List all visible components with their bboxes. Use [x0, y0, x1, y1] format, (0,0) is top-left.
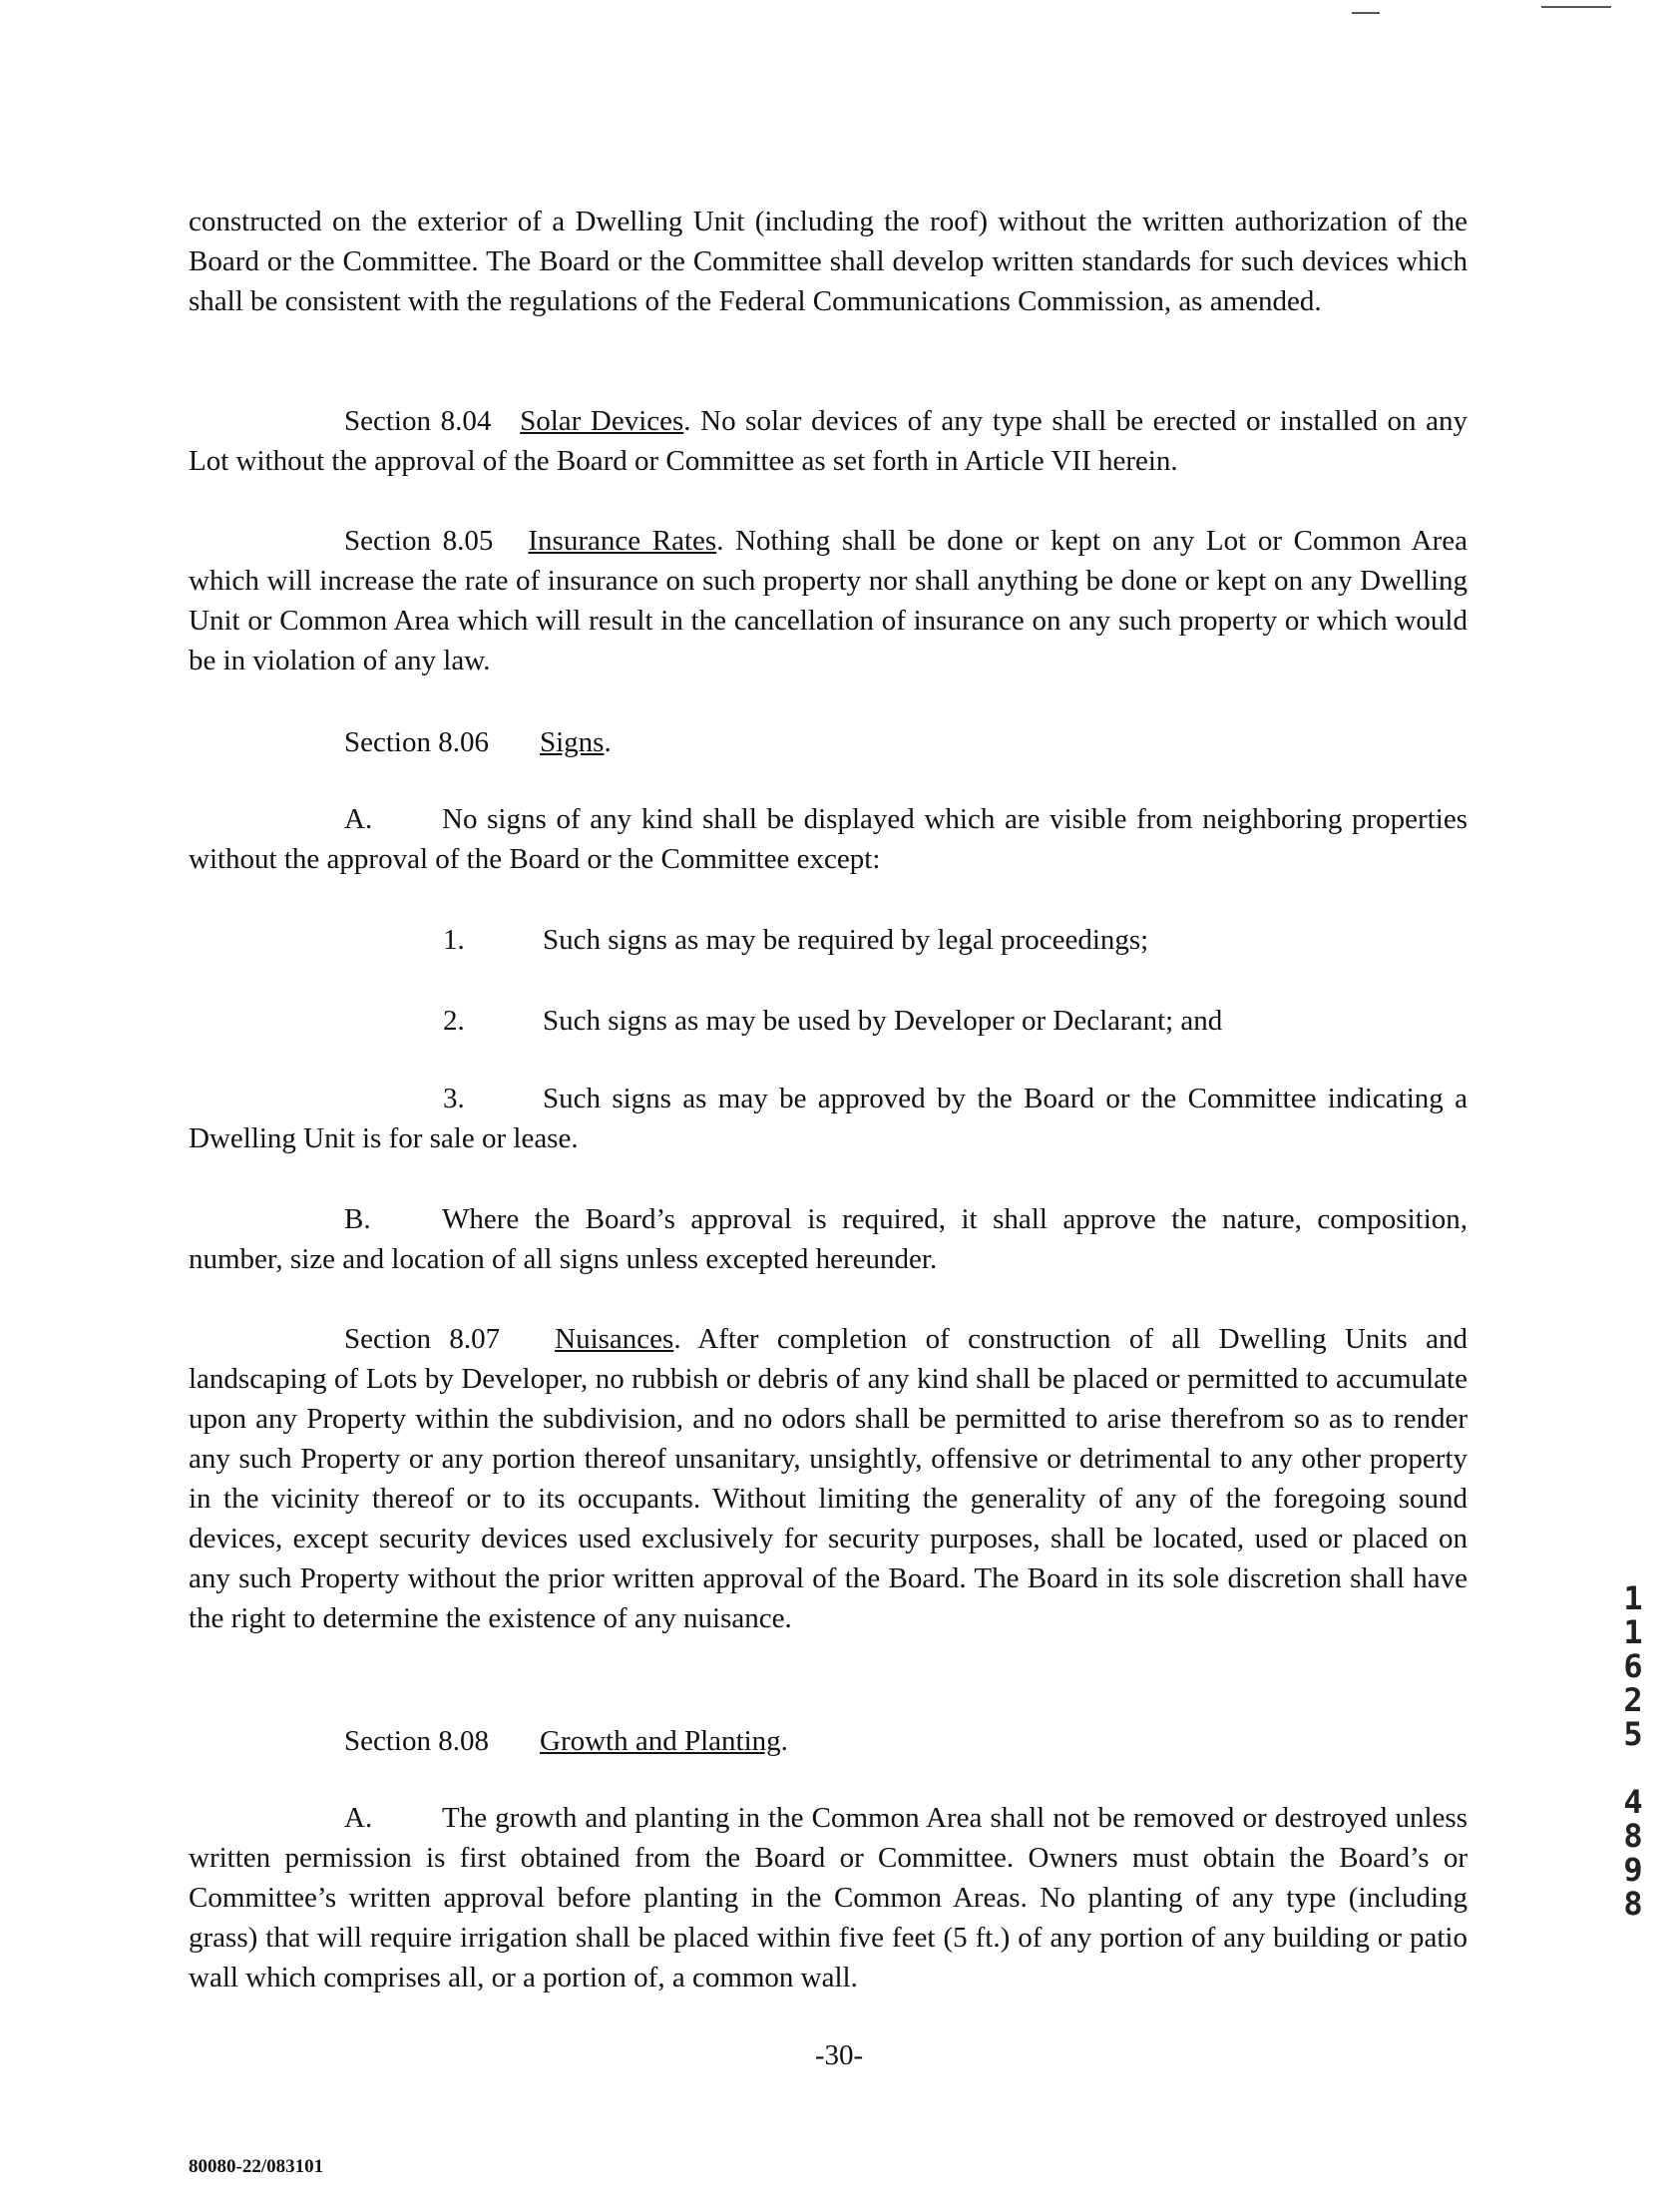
section-8-06-a	[189, 799, 1468, 879]
list-item	[443, 920, 1148, 960]
stamp-digit: 1	[1623, 1613, 1643, 1651]
sub-body: Where the Board’s approval is required, it shall approve the nature, composition, number, size and location of all signs unless excepted hereunder.	[189, 1203, 1468, 1275]
section-number: Section 8.06	[344, 726, 489, 758]
list-item	[189, 1079, 1468, 1158]
section-8-07	[189, 1319, 1468, 1638]
list-number: 2.	[443, 1005, 465, 1037]
page-number: -30-	[814, 2039, 864, 2071]
section-body: . Nothing shall be done or kept on any Lot or Common Area which will increase the rate of insurance on such property nor shall anything be done or kept on any Dwelling Unit or Common Area which will result in the cancellation of insurance on any such property or which would be in violation of any law.	[189, 525, 1468, 676]
paragraph-continuation	[189, 202, 1468, 321]
paragraph-text: constructed on the exterior of a Dwelling Unit (including the roof) without the written authorization of the Board or the Committee. The Board or the Committee shall develop written standards for such devices which shall be consistent with the regulations of the Federal Communications Commission, as amended.	[189, 206, 1468, 317]
stamp-digit: 5	[1623, 1715, 1643, 1753]
sub-letter: B.	[344, 1203, 371, 1235]
section-8-06-b	[189, 1199, 1468, 1279]
section-title: Insurance Rates	[528, 525, 717, 557]
sub-letter: A.	[344, 1802, 373, 1834]
list-text: Such signs as may be approved by the Board or the Committee indicating a Dwelling Unit is for sale or lease.	[189, 1083, 1468, 1154]
stamp-digit: 8	[1623, 1885, 1643, 1923]
list-number: 3.	[443, 1083, 465, 1114]
stamp-digit: 1	[1623, 1579, 1643, 1617]
sub-body: The growth and planting in the Common Area shall not be removed or destroyed unless written permission is first obtained from the Board or Committee. Owners must obtain the Board’s or Committee’s written approval before planting in the Common Areas. No planting of any type (including grass) that will require irrigation shall be placed within five feet (5 ft.) of any portion of any building or patio wall which comprises all, or a portion of, a common wall.	[189, 1802, 1468, 1993]
list-item	[443, 1001, 1222, 1041]
scan-mark	[1352, 12, 1380, 14]
section-body: . After completion of construction of all Dwelling Units and landscaping of Lots by Developer, no rubbish or debris of any kind shall be placed or permitted to accumulate upon any Property within the subdivision, and no odors shall be permitted to arise therefrom so as to render any such Property or any portion thereof unsanitary, unsightly, offensive or detrimental to any other property in the vicinity thereof or to its occupants. Without limiting the generality of any of the foregoing sound devices, except security devices used exclusively for security purposes, shall be located, used or placed on any such Property without the prior written approval of the Board. The Board in its sole discretion shall have the right to determine the existence of any nuisance.	[189, 1323, 1468, 1634]
recording-stamp	[1616, 1581, 1650, 1921]
section-number: Section 8.05	[344, 525, 494, 557]
section-title-suffix: .	[604, 726, 612, 758]
list-text: Such signs as may be used by Developer or Declarant; and	[543, 1005, 1223, 1037]
list-text: Such signs as may be required by legal proceedings;	[543, 924, 1149, 956]
document-id: 80080-22/083101	[189, 2156, 324, 2177]
section-title: Signs	[540, 726, 605, 758]
stamp-digit: 8	[1623, 1817, 1643, 1855]
sub-body: No signs of any kind shall be displayed which are visible from neighboring properties without the approval of the Board or the Committee except:	[189, 803, 1468, 875]
section-number: Section 8.08	[344, 1725, 489, 1757]
stamp-digit: 6	[1623, 1647, 1643, 1685]
section-body: . No solar devices of any type shall be erected or installed on any Lot without the approval of the Board or Committee as set forth in Article VII herein.	[189, 405, 1468, 477]
section-8-08-heading	[344, 1721, 788, 1761]
stamp-digit: 2	[1623, 1681, 1643, 1719]
section-title: Growth and Planting	[540, 1725, 781, 1757]
sub-letter: A.	[344, 803, 373, 835]
section-8-08-a	[189, 1798, 1468, 1997]
section-number: Section 8.04	[344, 405, 492, 437]
section-8-05	[189, 521, 1468, 680]
scan-mark	[1541, 6, 1611, 8]
section-8-04	[189, 401, 1468, 481]
section-number: Section 8.07	[344, 1323, 501, 1355]
stamp-gap	[1616, 1751, 1650, 1785]
section-title: Nuisances	[555, 1323, 674, 1355]
section-title-suffix: .	[780, 1725, 788, 1757]
stamp-digit: 9	[1623, 1851, 1643, 1889]
list-number: 1.	[443, 924, 465, 956]
stamp-digit: 4	[1623, 1783, 1643, 1821]
section-title: Solar Devices	[520, 405, 684, 437]
section-8-06-heading	[344, 722, 612, 762]
